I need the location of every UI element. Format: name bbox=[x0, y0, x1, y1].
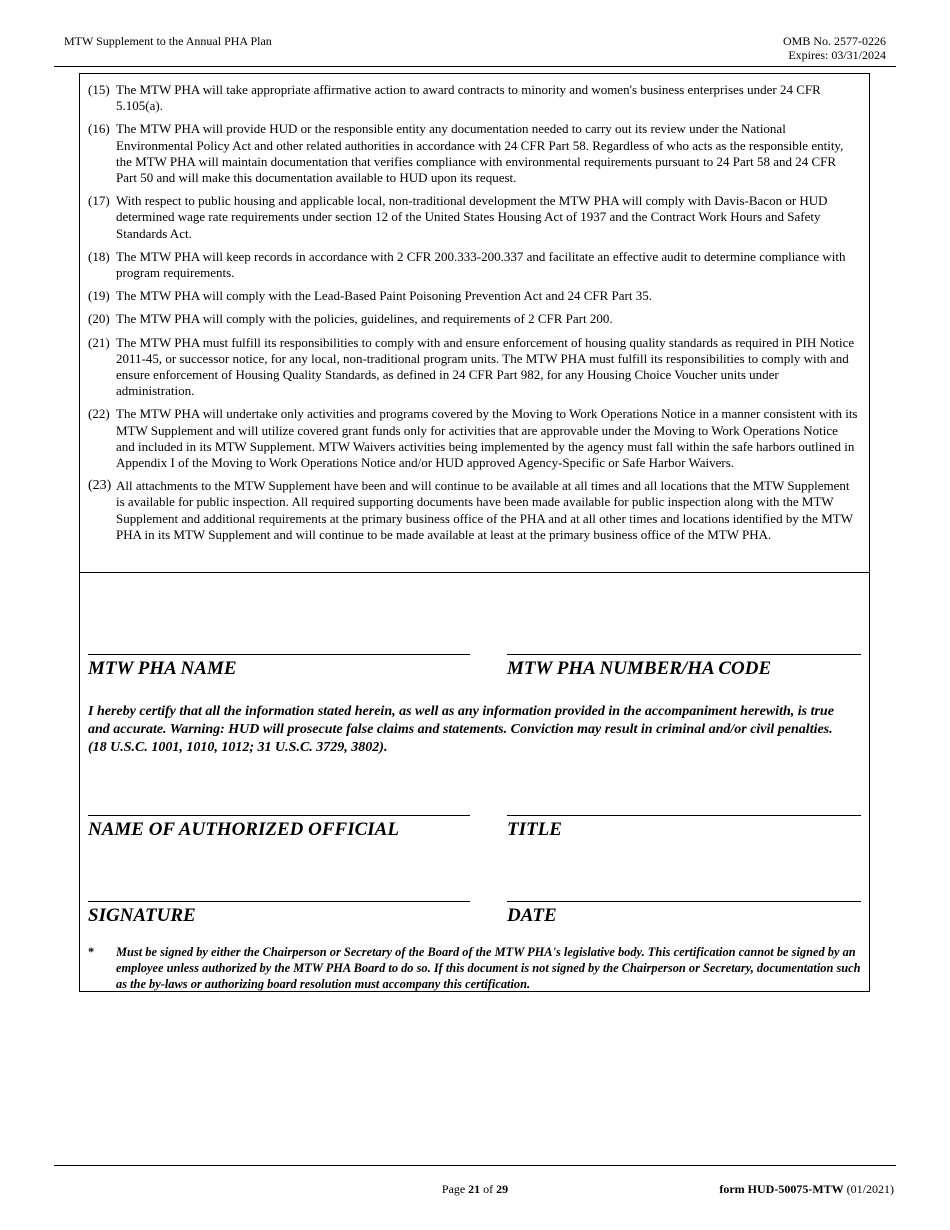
list-item bbox=[88, 249, 859, 281]
item-text: The MTW PHA will keep records in accordance with 2 CFR 200.333-200.337 and facilitate an effective audit to determine compliance with program requirements. bbox=[116, 248, 846, 281]
signing-requirement-note bbox=[88, 944, 863, 992]
date-line[interactable] bbox=[507, 901, 861, 902]
list-item bbox=[88, 478, 859, 543]
item-text: The MTW PHA must fulfill its responsibilities to comply with and ensure enforcement of housing quality standards as required in PIH Notice 2011-45, or successor notice, for any local, non-traditional program units. The MTW PHA must fulfill its responsibilities to comply with and ensure enforcement of Housing Quality Standards, as defined in 24 CFR Part 982, for any Housing Choice Voucher units under administration. bbox=[116, 334, 855, 399]
item-number: (17) bbox=[88, 193, 110, 209]
list-item bbox=[88, 335, 859, 400]
certification-statement: I hereby certify that all the information stated herein, as well as any information provided in the accompaniment herewith, is true and accurate. Warning: HUD will prosecute false claims and statements. Conviction may result in criminal and/or civil penalties. (18 U.S.C. 1001, 1010, 1012; 31 U.S.C. 3729, 3802). bbox=[88, 704, 834, 755]
title-line[interactable] bbox=[507, 815, 861, 816]
item-text: The MTW PHA will take appropriate affirmative action to award contracts to minority and women's business enterprises under 24 CFR 5.105(a). bbox=[116, 82, 821, 114]
note-text: Must be signed by either the Chairperson or Secretary of the Board of the MTW PHA's legislative body. This certification cannot be signed by an employee unless authorized by the MTW PHA Board to do so. If this document is not signed by the Chairperson or Secretary, documentation such as the by-laws or authorizing board resolution must accompany this certification. bbox=[116, 945, 861, 991]
official-name-line[interactable] bbox=[88, 815, 470, 816]
item-number: (16) bbox=[88, 121, 110, 137]
list-item bbox=[88, 406, 859, 471]
item-text: The MTW PHA will provide HUD or the responsible entity any documentation needed to carry out its review under the National Environmental Policy Act and other related authorities in accordance with 24 CFR Part 58. Regardless of who acts as the responsible entity, the MTW PHA will maintain documentation that verifies compliance with environmental requirements pursuant to 24 Part 58 and 24 CFR Part 50 and will make this documentation available to HUD upon its request. bbox=[116, 121, 844, 186]
list-item bbox=[88, 193, 859, 242]
expiration-date: Expires: 03/31/2024 bbox=[788, 48, 886, 62]
form-date: (01/2021) bbox=[843, 1182, 894, 1196]
pha-name-line[interactable] bbox=[88, 654, 470, 655]
item-number: (22) bbox=[88, 406, 110, 422]
omb-number: OMB No. 2577-0226 bbox=[782, 34, 886, 48]
header-omb-block bbox=[783, 34, 886, 62]
header-form-title: MTW Supplement to the Annual PHA Plan bbox=[64, 34, 272, 48]
list-item bbox=[88, 121, 859, 186]
form-identifier bbox=[719, 1182, 894, 1197]
signature-label: SIGNATURE bbox=[88, 905, 196, 926]
item-number: (23) bbox=[88, 478, 112, 494]
header-divider bbox=[54, 66, 896, 67]
item-text: All attachments to the MTW Supplement have been and will continue to be available at all times and all locations that the MTW Supplement is available for public inspection. All required supporting documents have been made available for public inspection along with the MTW Supplement and additional requirements at the primary business office of the PHA and at all other times and locations identified by the MTW PHA in its MTW Supplement and will continue to be made available at least at the primary business office of the MTW PHA. bbox=[116, 478, 853, 542]
pha-name-label: MTW PHA NAME bbox=[88, 658, 237, 679]
item-text: The MTW PHA will undertake only activities and programs covered by the Moving to Work Operations Notice in a manner consistent with its MTW Supplement and will utilize covered grant funds only for activities that are approvable under the Moving to Work Operations Notice and included in its MTW Supplement. MTW Waivers activities being implemented by the agency must fall within the safe harbors outlined in Appendix I of the Moving to Work Operations Notice and/or HUD approved Agency-Specific or Safe Harbor Waivers. bbox=[116, 406, 858, 471]
item-number: (20) bbox=[88, 311, 110, 327]
item-number: (19) bbox=[88, 288, 110, 304]
page-of: of bbox=[480, 1182, 497, 1196]
list-item bbox=[88, 288, 859, 304]
item-number: (21) bbox=[88, 334, 110, 350]
item-text: The MTW PHA will comply with the Lead-Based Paint Poisoning Prevention Act and 24 CFR Part 35. bbox=[116, 288, 652, 304]
item-text: The MTW PHA will comply with the policies, guidelines, and requirements of 2 CFR Part 200. bbox=[116, 311, 613, 327]
certification-items-box bbox=[79, 73, 870, 573]
pha-number-label: MTW PHA NUMBER/HA CODE bbox=[507, 658, 772, 679]
signature-box bbox=[79, 572, 870, 992]
item-number: (18) bbox=[88, 248, 110, 264]
signature-line[interactable] bbox=[88, 901, 470, 902]
date-label: DATE bbox=[507, 905, 557, 926]
item-number: (15) bbox=[88, 82, 110, 97]
page-total: 29 bbox=[496, 1182, 509, 1196]
list-item bbox=[88, 82, 859, 114]
official-name-label: NAME OF AUTHORIZED OFFICIAL bbox=[88, 819, 399, 840]
certification-items-list bbox=[80, 74, 869, 543]
page-prefix: Page bbox=[441, 1182, 469, 1196]
note-asterisk: * bbox=[88, 945, 95, 959]
form-id: form HUD-50075-MTW bbox=[719, 1182, 844, 1196]
item-text: With respect to public housing and applicable local, non-traditional development the MTW PHA will comply with Davis-Bacon or HUD determined wage rate requirements under section 12 of the United States Housing Act of 1937 and the Contract Work Hours and Safety Standards Act. bbox=[116, 193, 828, 241]
footer-divider bbox=[54, 1165, 896, 1166]
title-label: TITLE bbox=[507, 819, 562, 840]
list-item bbox=[88, 311, 859, 327]
page-current: 21 bbox=[468, 1182, 481, 1196]
pha-number-line[interactable] bbox=[507, 654, 861, 655]
